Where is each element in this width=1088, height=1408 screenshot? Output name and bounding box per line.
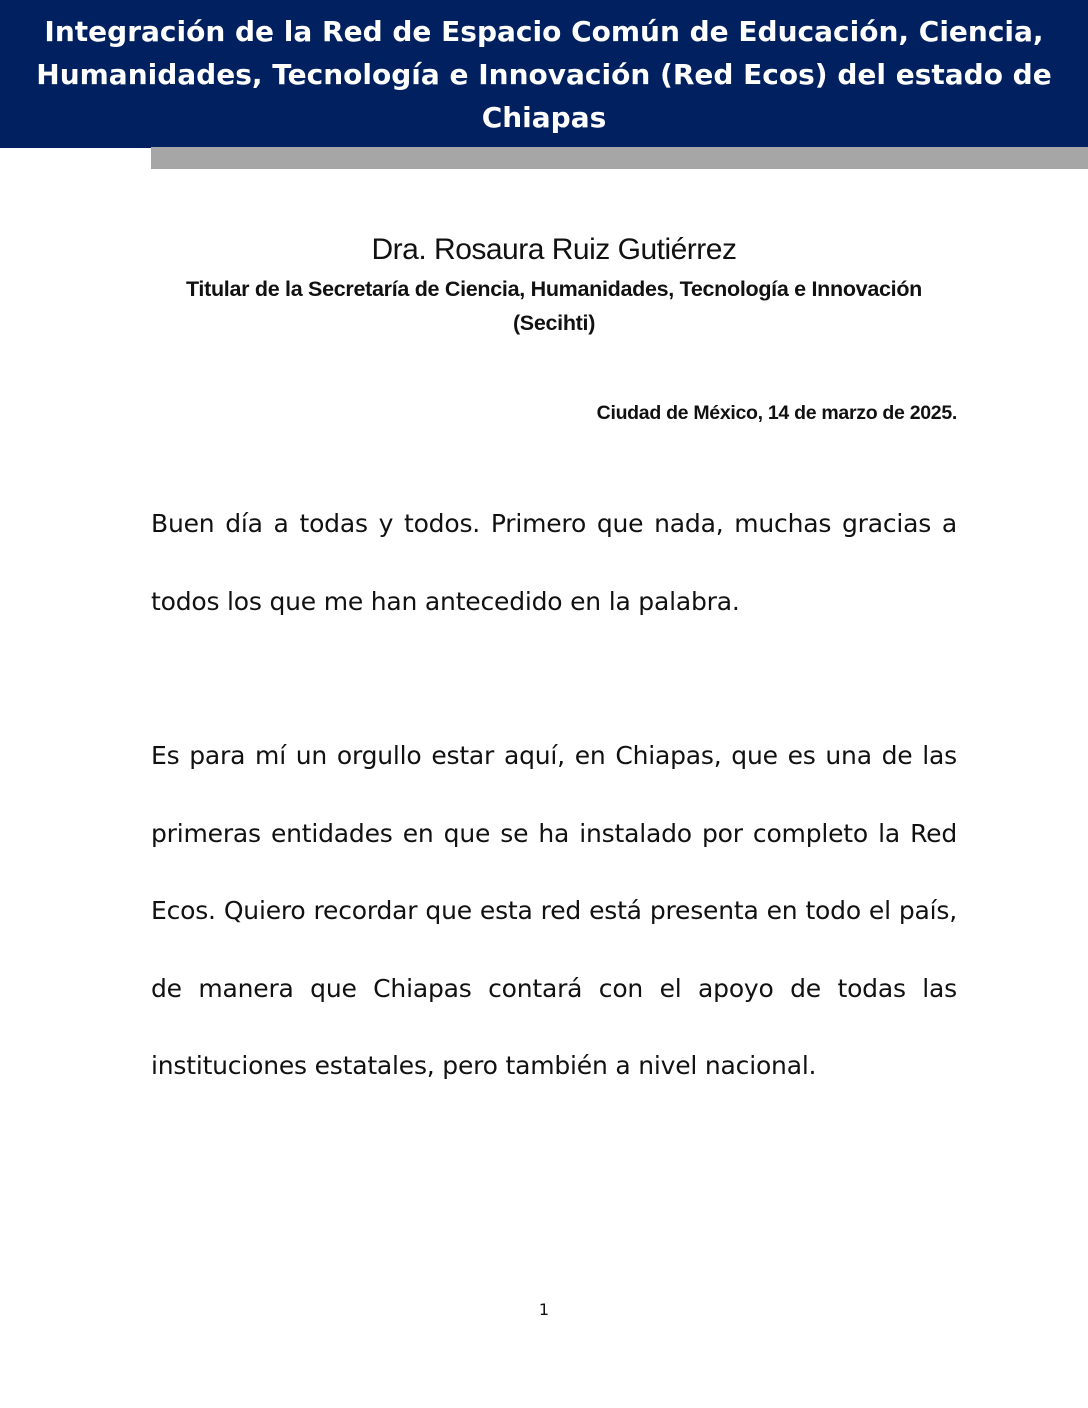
document-header-band [0, 0, 1088, 148]
dateline: Ciudad de México, 14 de marzo de 2025. [596, 402, 957, 424]
speaker-role: Titular de la Secretaría de Ciencia, Humanidades, Tecnología e Innovación (Secihti) [185, 277, 922, 335]
body-paragraph: Es para mí un orgullo estar aquí, en Chiapas, que es una de las primeras entidades en que se ha instalado por completo la Red Ecos. Quiero recordar que esta red está presenta en todo el país, de manera que Chiapas contará con el apoyo de todas las instituciones estatales, pero también a nivel nacional. [151, 741, 957, 1080]
speaker-block [151, 228, 957, 340]
speaker-name: Dra. Rosaura Ruiz Gutiérrez [371, 233, 737, 266]
body-paragraph: Buen día a todas y todos. Primero que nada, muchas gracias a todos los que me han antecedido en la palabra. [151, 509, 957, 616]
document-title: Integración de la Red de Espacio Común de Educación, Ciencia, Humanidades, Tecnología e Innovación (Red Ecos) del estado de Chiapas [36, 14, 1052, 134]
page-number: 1 [538, 1300, 550, 1319]
header-accent-bar [151, 147, 1088, 169]
